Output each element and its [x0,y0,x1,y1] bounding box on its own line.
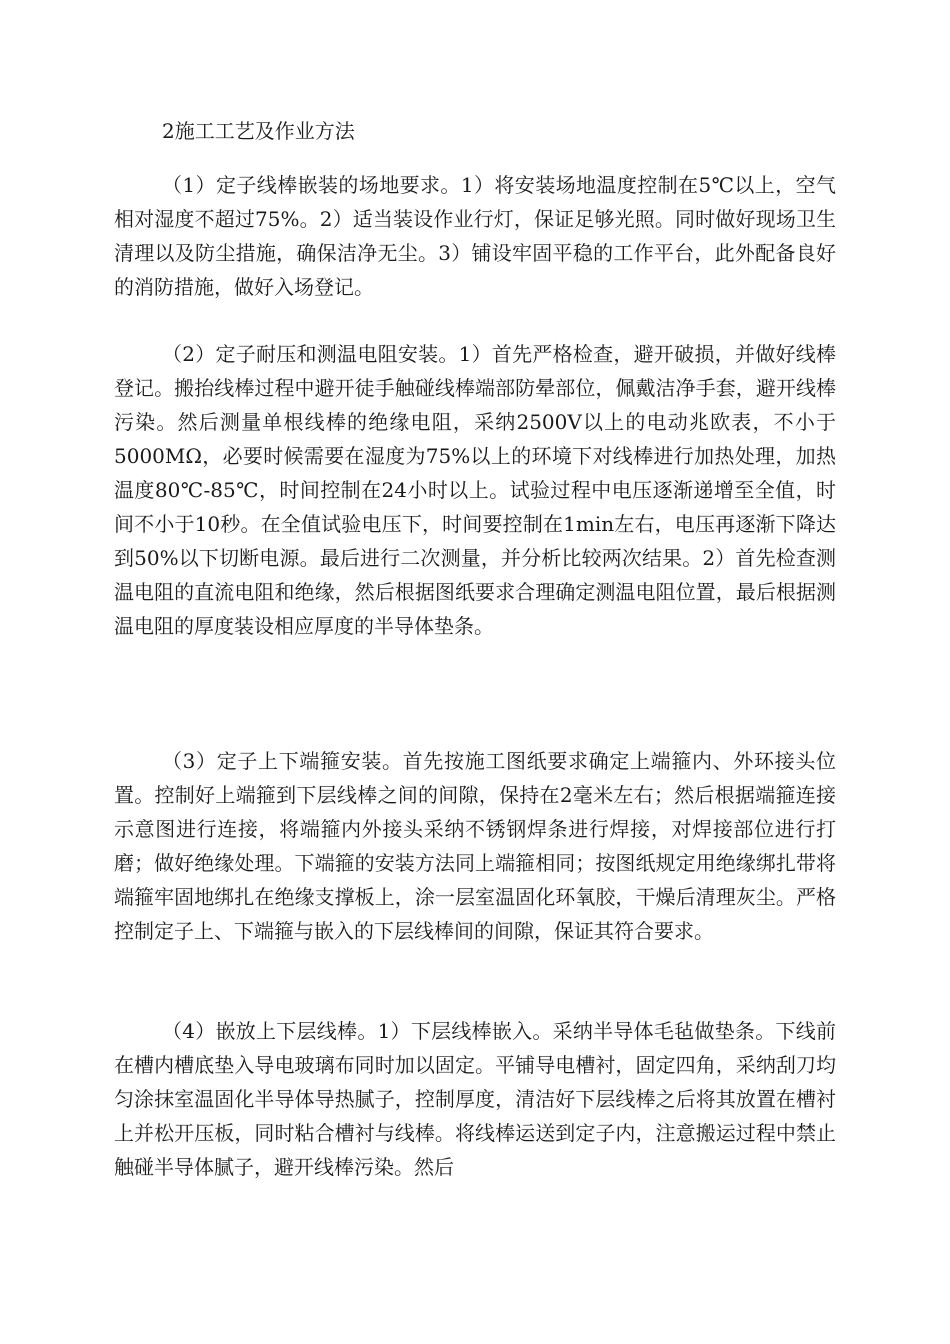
paragraph-bar-insertion: （4）嵌放上下层线棒。1）下层线棒嵌入。采纳半导体毛毡做垫条。下线前在槽内槽底垫入导电玻璃布同时加以固定。平铺导电槽衬，固定四角，采纳刮刀均匀涂抹室温固化半导体导热腻子，控制厚度，清洁好下层线棒之后将其放置在槽衬上并松开压板，同时粘合槽衬与线棒。将线棒运送到定子内，注意搬运过程中禁止触碰半导体腻子，避开线棒污染。然后 [114,1019,836,1179]
section-heading: 2施工工艺及作业方法 [162,119,355,143]
paragraph-site-requirements: （1）定子线棒嵌装的场地要求。1）将安装场地温度控制在5℃以上，空气相对湿度不超过75%。2）适当装设作业行灯，保证足够光照。同时做好现场卫生清理以及防尘措施，确保洁净无尘。3）铺设牢固平稳的工作平台，此外配备良好的消防措施，做好入场登记。 [114,173,836,299]
paragraph-end-ring-installation: （3）定子上下端箍安装。首先按施工图纸要求确定上端箍内、外环接头位置。控制好上端箍到下层线棒之间的间隙，保持在2毫米左右；然后根据端箍连接示意图进行连接，将端箍内外接头采纳不锈钢焊条进行焊接，对焊接部位进行打磨；做好绝缘处理。下端箍的安装方法同上端箍相同；按图纸规定用绝缘绑扎带将端箍牢固地绑扎在绝缘支撑板上，涂一层室温固化环氧胶，干燥后清理灰尘。严格控制定子上、下端箍与嵌入的下层线棒间的间隙，保证其符合要求。 [114,749,836,943]
paragraph-voltage-and-rtd-installation: （2）定子耐压和测温电阻安装。1）首先严格检查，避开破损，并做好线棒登记。搬抬线棒过程中避开徒手触碰线棒端部防晕部位，佩戴洁净手套，避开线棒污染。然后测量单根线棒的绝缘电阻，采纳2500V以上的电动兆欧表，不小于5000MΩ，必要时候需要在湿度为75%以上的环境下对线棒进行加热处理，加热温度80℃-85℃，时间控制在24小时以上。试验过程中电压逐渐递增至全值，时间不小于10秒。在全值试验电压下，时间要控制在1min左右，电压再逐渐下降达到50%以下切断电源。最后进行二次测量，并分析比较两次结果。2）首先检查测温电阻的直流电阻和绝缘，然后根据图纸要求合理确定测温电阻位置，最后根据测温电阻的厚度装设相应厚度的半导体垫条。 [114,342,836,638]
